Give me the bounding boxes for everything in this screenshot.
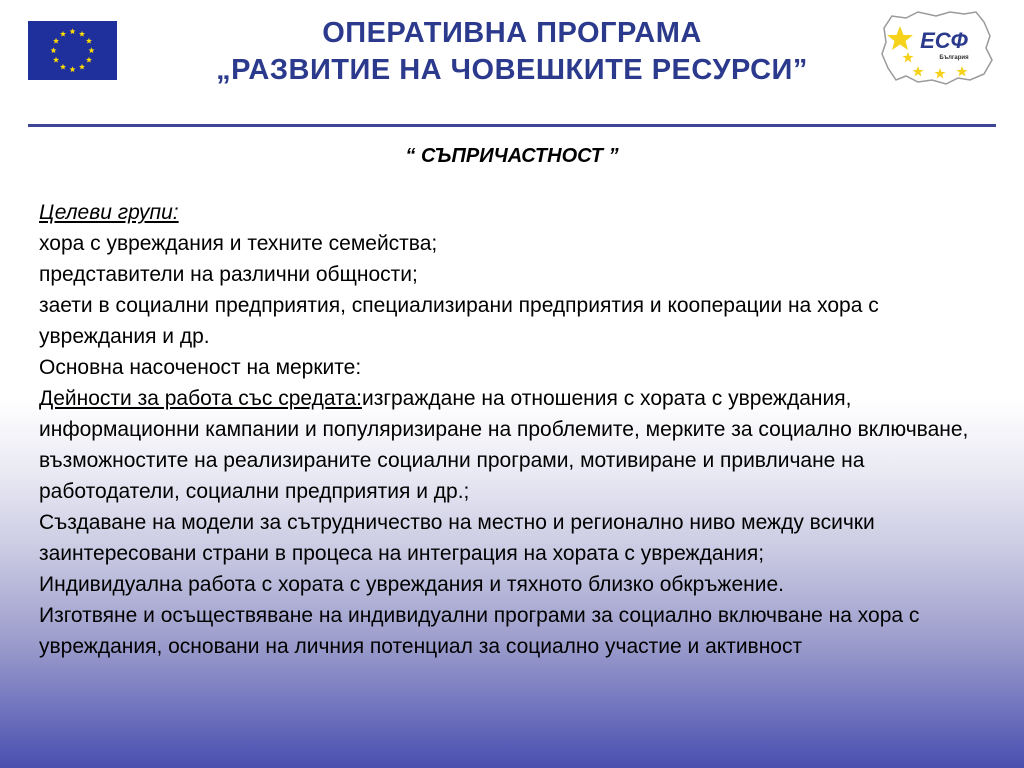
- content-paragraph: Създаване на модели за сътрудничество на местно и регионално ниво между всички заинтересовани страни в процеса на интеграция на хората с увреждания;: [39, 511, 875, 565]
- slide-content: [39, 197, 989, 662]
- measures-heading: Основна насоченост на мерките:: [39, 356, 362, 379]
- header-divider: [28, 124, 996, 127]
- project-subtitle: “ СЪПРИЧАСТНОСТ ”: [405, 145, 619, 167]
- target-groups-heading: Целеви групи:: [39, 201, 179, 224]
- esf-logo-subtext: България: [939, 55, 969, 61]
- program-title-line1: ОПЕРАТИВНА ПРОГРАМА: [322, 17, 702, 49]
- target-group-item: представители на различни общности;: [39, 263, 418, 286]
- esf-logo-text: ЕСФ: [920, 28, 968, 53]
- content-paragraph: Индивидуална работа с хората с увреждания и тяхното близко обкръжение.: [39, 573, 784, 596]
- eu-flag-logo: [28, 21, 117, 80]
- environment-text: изграждане на отношения с хората с увреждания, информационни кампании и популяризиране на проблемите, мерките за социално включване, възможностите на реализираните социални програми, мотивиране и привличане на работодатели, социални предприятия и др.;: [39, 387, 969, 503]
- target-group-item: хора с увреждания и техните семейства;: [39, 232, 438, 255]
- content-paragraph: Изготвяне и осъществяване на индивидуални програми за социално включване на хора с увреждания, основани на личния потенциал за социално участие и активност: [39, 604, 920, 658]
- target-group-item: заети в социални предприятия, специализирани предприятия и кооперации на хора с увреждания и др.: [39, 294, 879, 348]
- program-title-line2: „РАЗВИТИЕ НА ЧОВЕШКИТЕ РЕСУРСИ”: [216, 54, 808, 86]
- esf-bulgaria-logo: [878, 8, 996, 88]
- environment-label: Дейности за работа със средата:: [39, 387, 362, 410]
- environment-paragraph: [39, 383, 989, 507]
